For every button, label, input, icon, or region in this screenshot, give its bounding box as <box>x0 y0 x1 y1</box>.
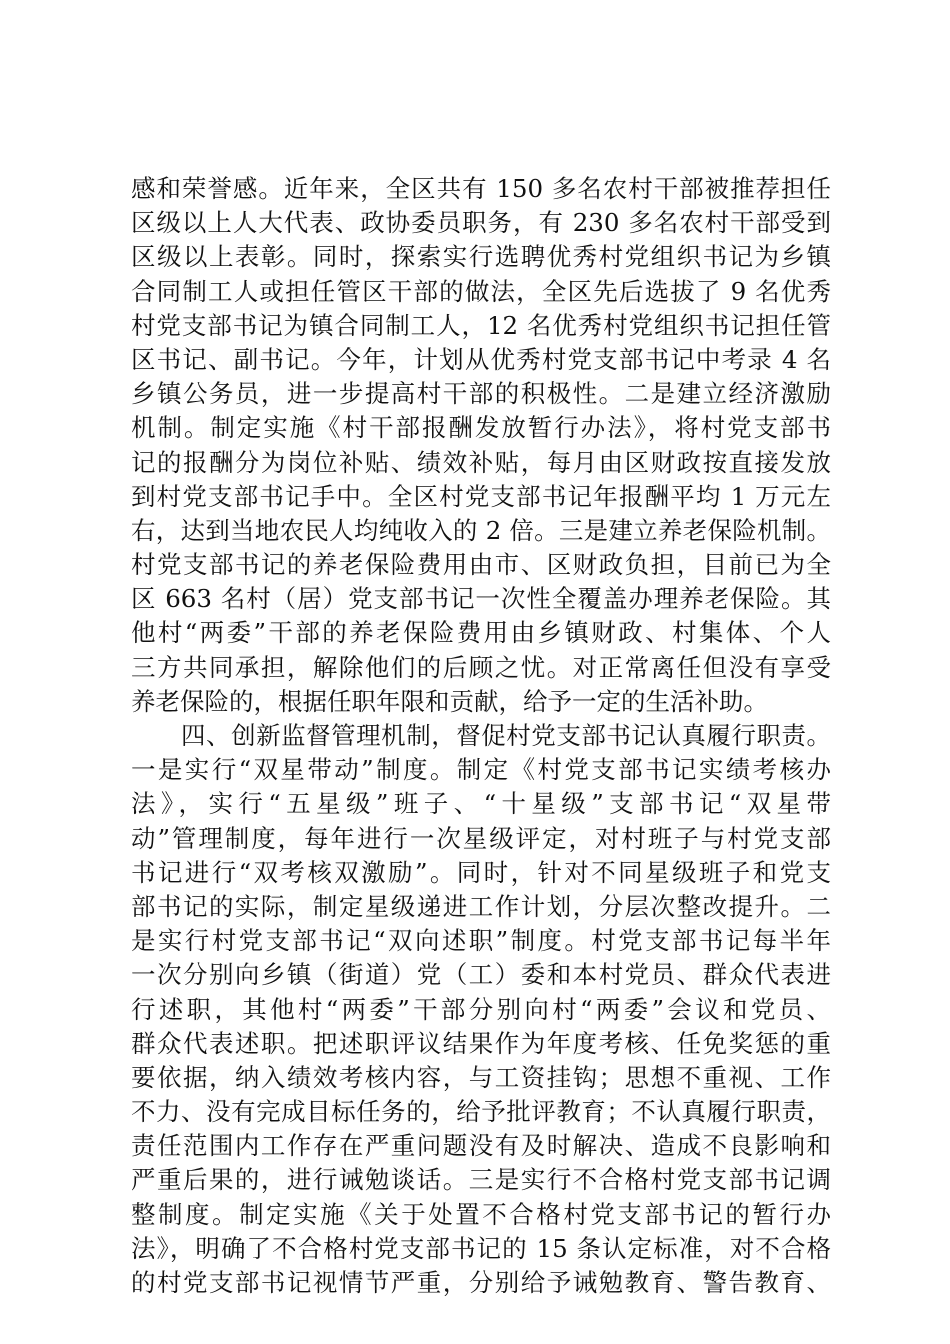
text-line: 的村党支部书记视情节严重，分别给予诫勉教育、警告教育、 <box>131 1268 831 1297</box>
text-line: 要依据，纳入绩效考核内容，与工资挂钩；思想不重视、工作 <box>131 1062 831 1092</box>
text-line: 记的报酬分为岗位补贴、绩效补贴，每月由区财政按直接发放 <box>131 447 831 477</box>
text-line: 整制度。制定实施《关于处置不合格村党支部书记的暂行办 <box>131 1199 831 1229</box>
text-line: 他村“两委”干部的养老保险费用由乡镇财政、村集体、个人 <box>131 618 831 648</box>
text-line: 责任范围内工作存在严重问题没有及时解决、造成不良影响和 <box>131 1131 831 1161</box>
text-line: 三方共同承担，解除他们的后顾之忧。对正常离任但没有享受 <box>131 652 831 682</box>
text-line: 行述职，其他村“两委”干部分别向村“两委”会议和党员、 <box>131 994 831 1024</box>
text-line: 右，达到当地农民人均纯收入的 2 倍。三是建立养老保险机制。 <box>131 515 831 545</box>
text-line: 动”管理制度，每年进行一次星级评定，对村班子与村党支部 <box>131 823 831 853</box>
text-line: 合同制工人或担任管区干部的做法，全区先后选拔了 9 名优秀 <box>131 276 831 306</box>
text-line: 机制。制定实施《村干部报酬发放暂行办法》，将村党支部书 <box>131 413 831 443</box>
text-line: 严重后果的，进行诫勉谈话。三是实行不合格村党支部书记调 <box>131 1165 831 1195</box>
text-line: 区级以上表彰。同时，探索实行选聘优秀村党组织书记为乡镇 <box>131 242 831 272</box>
text-line: 乡镇公务员，进一步提高村干部的积极性。二是建立经济激励 <box>131 379 831 409</box>
text-line: 法》，明确了不合格村党支部书记的 15 条认定标准，对不合格 <box>131 1233 831 1263</box>
body-text <box>131 172 831 1300</box>
text-line: 一是实行“双星带动”制度。制定《村党支部书记实绩考核办 <box>131 755 831 785</box>
text-line: 区书记、副书记。今年，计划从优秀村党支部书记中考录 4 名 <box>131 344 831 374</box>
text-line: 群众代表述职。把述职评议结果作为年度考核、任免奖惩的重 <box>131 1028 831 1058</box>
text-line: 区 663 名村（居）党支部书记一次性全覆盖办理养老保险。其 <box>131 584 831 614</box>
text-line: 到村党支部书记手中。全区村党支部书记年报酬平均 1 万元左 <box>131 481 831 511</box>
text-line: 是实行村党支部书记“双向述职”制度。村党支部书记每半年 <box>131 926 831 956</box>
text-line: 一次分别向乡镇（街道）党（工）委和本村党员、群众代表进 <box>131 960 831 990</box>
text-line: 村党支部书记的养老保险费用由市、区财政负担，目前已为全 <box>131 550 831 580</box>
text-line: 四、创新监督管理机制，督促村党支部书记认真履行职责。 <box>131 721 831 750</box>
text-line: 村党支部书记为镇合同制工人，12 名优秀村党组织书记担任管 <box>131 310 831 340</box>
text-line: 不力、没有完成目标任务的，给予批评教育；不认真履行职责， <box>131 1097 831 1127</box>
text-line: 部书记的实际，制定星级递进工作计划，分层次整改提升。二 <box>131 891 831 921</box>
text-line: 区级以上人大代表、政协委员职务，有 230 多名农村干部受到 <box>131 208 831 238</box>
text-line: 书记进行“双考核双激励”。同时，针对不同星级班子和党支 <box>131 857 831 887</box>
text-line: 法》，实行“五星级”班子、“十星级”支部书记“双星带 <box>131 789 831 819</box>
text-line: 感和荣誉感。近年来，全区共有 150 多名农村干部被推荐担任 <box>131 174 831 203</box>
text-line: 养老保险的，根据任职年限和贡献，给予一定的生活补助。 <box>131 686 768 716</box>
